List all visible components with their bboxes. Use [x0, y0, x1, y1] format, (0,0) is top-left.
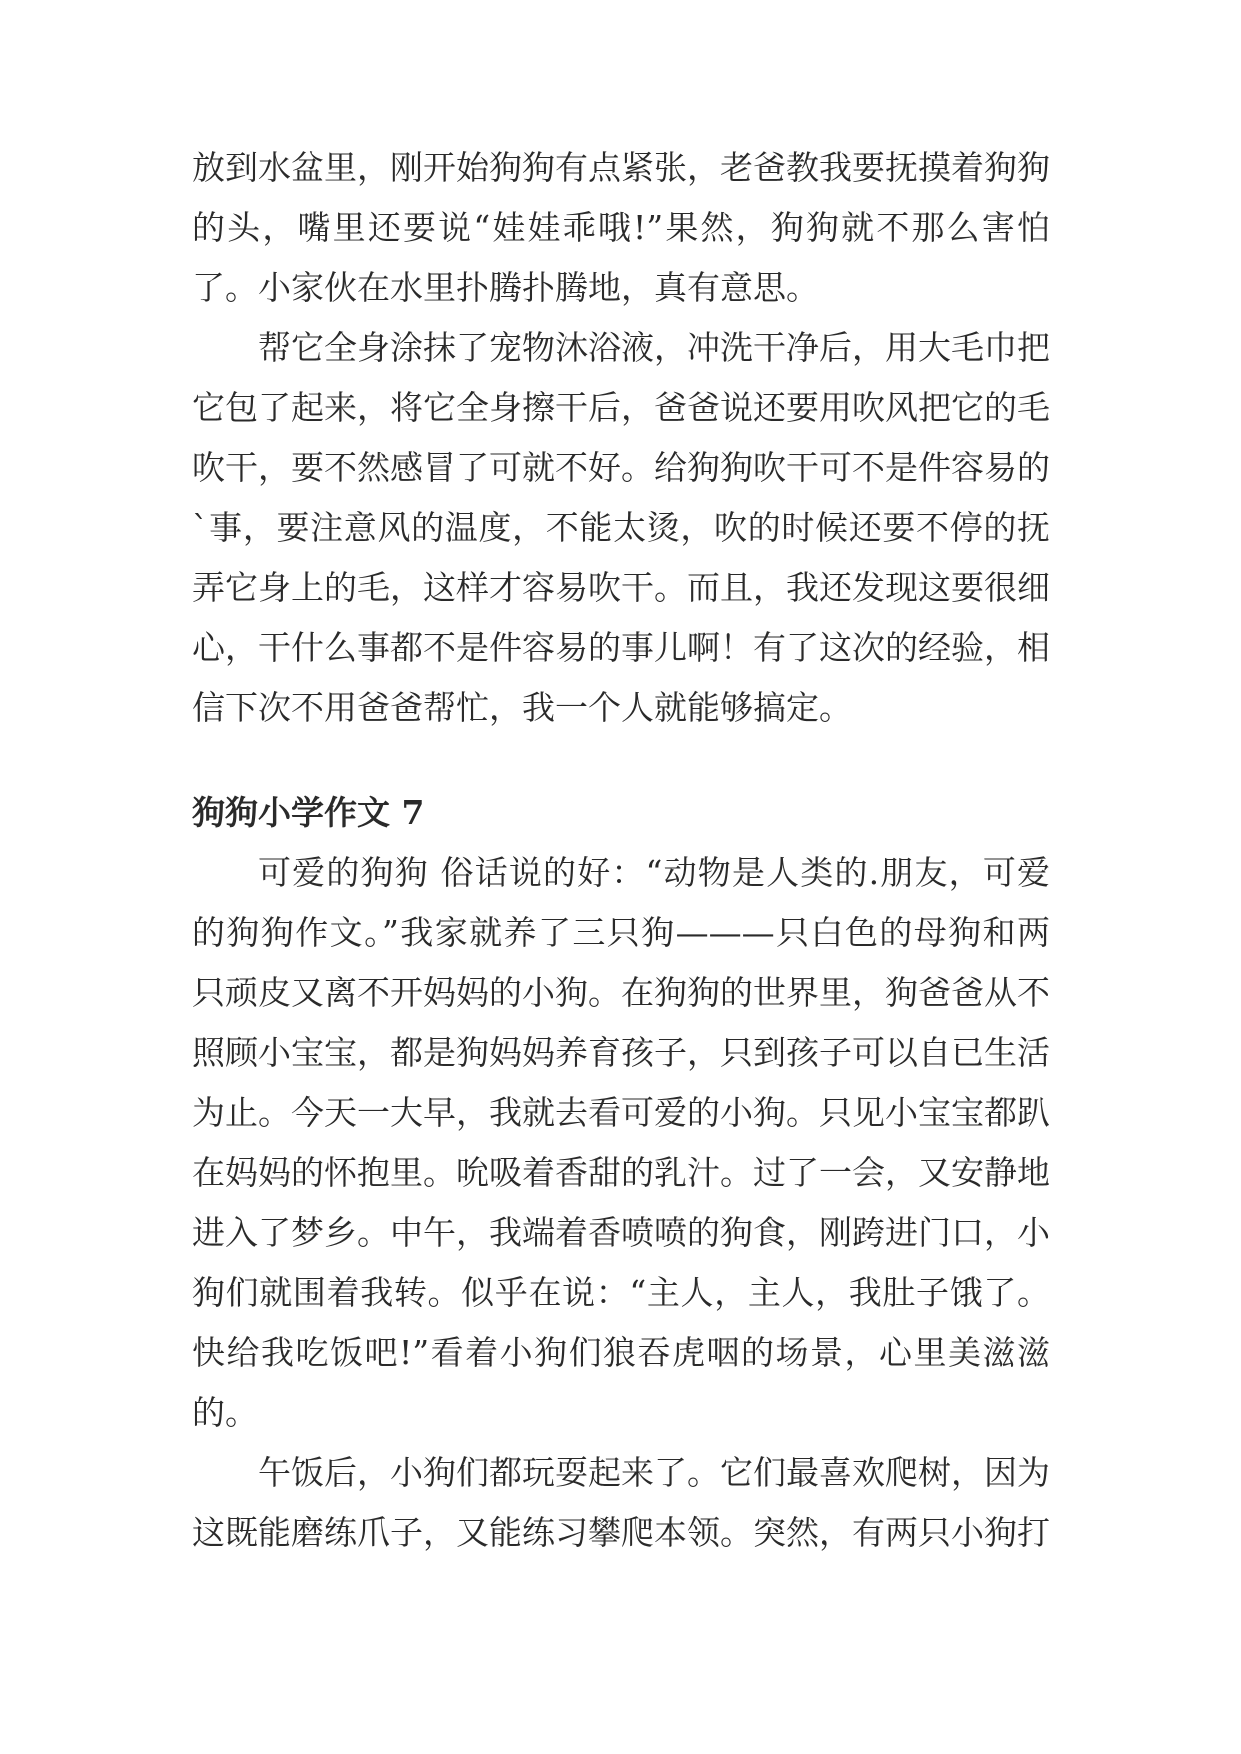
text-line: `事，要注意风的温度，不能太烫，吹的时候还要不停的抚 [192, 508, 1050, 547]
text-line: 快给我吃饭吧!”看着小狗们狼吞虎咽的场景，心里美滋滋 [192, 1333, 1050, 1372]
section-gap [192, 738, 1050, 783]
text-line: 可爱的狗狗 俗话说的好：“动物是人类的.朋友，可爱 [258, 853, 1050, 892]
essay-section-previous [192, 138, 1050, 738]
text-line: 在妈妈的怀抱里。吮吸着香甜的乳汁。过了一会，又安静地 [192, 1153, 1050, 1192]
essay-section-7 [192, 843, 1050, 1563]
text-line: 这既能磨练爪子，又能练习攀爬本领。突然，有两只小狗打 [192, 1513, 1050, 1552]
text-line: 它包了起来，将它全身擦干后，爸爸说还要用吹风把它的毛 [192, 388, 1050, 427]
essay-heading: 狗狗小学作文 7 [192, 793, 425, 832]
text-line: 进入了梦乡。中午，我端着香喷喷的狗食，刚跨进门口，小 [192, 1213, 1050, 1252]
document-body [192, 138, 1050, 1563]
text-line: 只顽皮又离不开妈妈的小狗。在狗狗的世界里，狗爸爸从不 [192, 973, 1050, 1012]
text-line: 午饭后，小狗们都玩耍起来了。它们最喜欢爬树，因为 [258, 1453, 1050, 1492]
text-line: 为止。今天一大早，我就去看可爱的小狗。只见小宝宝都趴 [192, 1093, 1050, 1132]
text-line: 的。 [192, 1393, 258, 1432]
text-line: 了。小家伙在水里扑腾扑腾地，真有意思。 [192, 268, 819, 307]
text-line: 狗们就围着我转。似乎在说：“主人，主人，我肚子饿了。 [192, 1273, 1050, 1312]
paragraph [192, 843, 1050, 1443]
paragraph [192, 318, 1050, 738]
text-line: 帮它全身涂抹了宠物沐浴液，冲洗干净后，用大毛巾把 [258, 328, 1050, 367]
text-line: 放到水盆里，刚开始狗狗有点紧张，老爸教我要抚摸着狗狗 [192, 148, 1050, 187]
paragraph [192, 138, 1050, 318]
text-line: 的头，嘴里还要说“娃娃乖哦!”果然，狗狗就不那么害怕 [192, 208, 1050, 247]
text-line: 弄它身上的毛，这样才容易吹干。而且，我还发现这要很细 [192, 568, 1050, 607]
paragraph [192, 1443, 1050, 1563]
text-line: 心，干什么事都不是件容易的事儿啊！有了这次的经验，相 [192, 628, 1050, 667]
text-line: 吹干，要不然感冒了可就不好。给狗狗吹干可不是件容易的 [192, 448, 1050, 487]
text-line: 信下次不用爸爸帮忙，我一个人就能够搞定。 [192, 688, 852, 727]
text-line: 的狗狗作文。”我家就养了三只狗———只白色的母狗和两 [192, 913, 1050, 952]
text-line: 照顾小宝宝，都是狗妈妈养育孩子，只到孩子可以自已生活 [192, 1033, 1050, 1072]
